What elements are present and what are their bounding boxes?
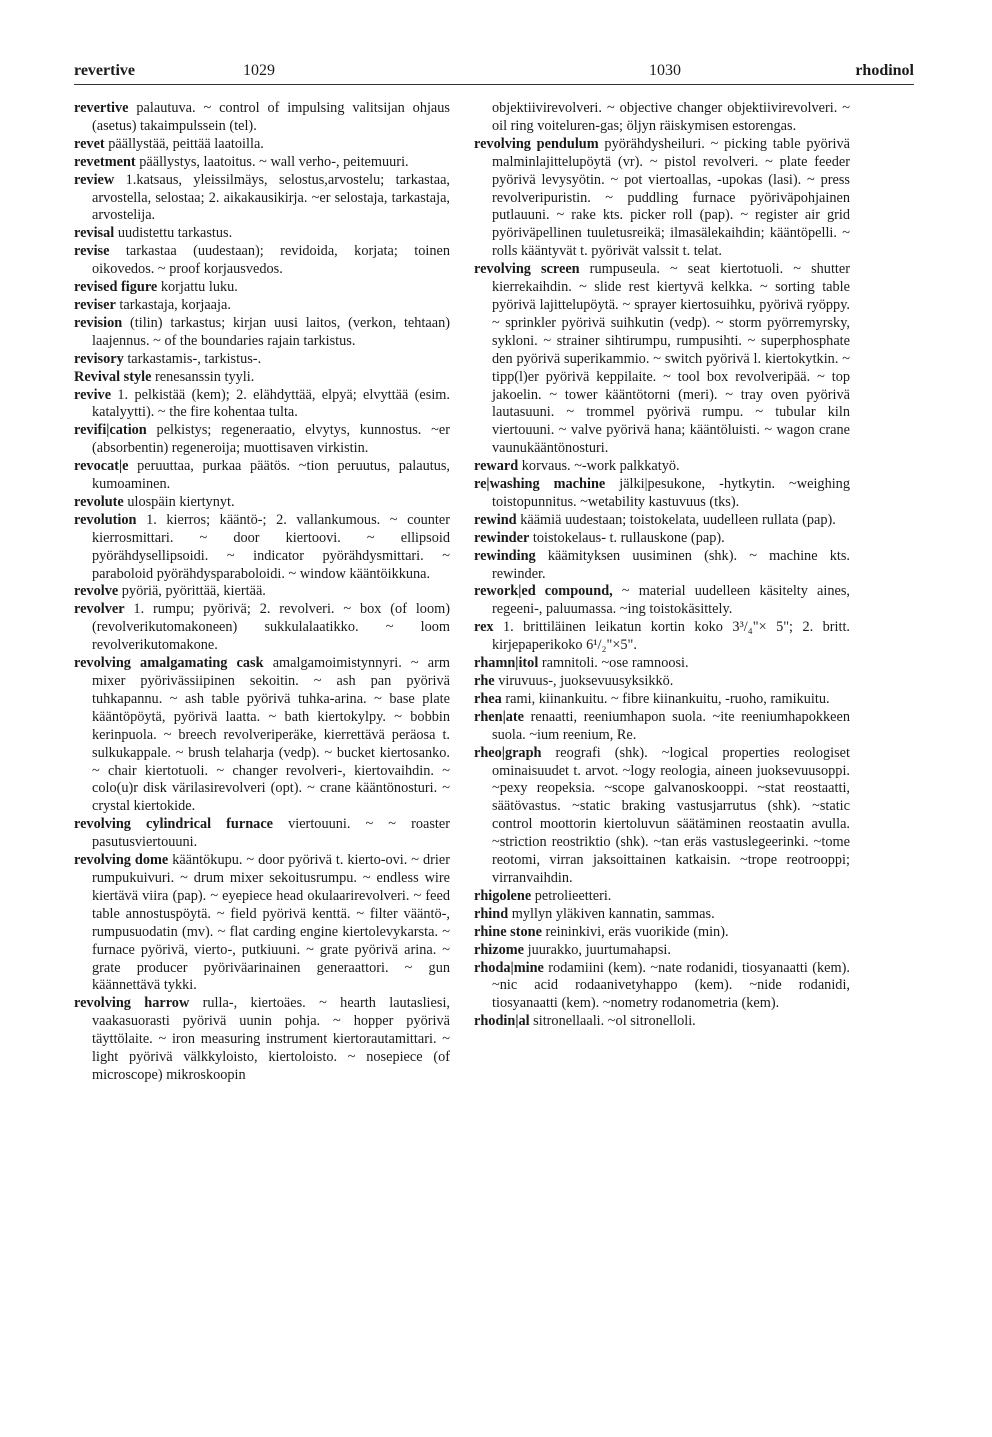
dictionary-entry <box>474 619 850 655</box>
entry-definition: renesanssin tyyli. <box>151 368 255 385</box>
entry-definition: tarkastaa (uudestaan); revidoida, korjata; toinen oikovedos. ~ proof korjausvedos. <box>92 243 450 278</box>
entry-definition: renaatti, reeniumhapon suola. ~ite reeniumhapokkeen suola. ~ium reenium, Re. <box>492 708 850 743</box>
entry-definition: juurakko, juurtumahapsi. <box>524 941 671 958</box>
dictionary-entry <box>74 387 450 423</box>
dictionary-entry <box>74 172 450 226</box>
dictionary-entry <box>474 709 850 745</box>
entry-headword: Revival style <box>74 368 152 385</box>
entry-definition: objektiivirevolveri. ~ objective changer objektiivirevolveri. ~ oil ring voiteluren-gas; öljyn räiskymisen estorengas. <box>492 100 850 134</box>
entry-headword: reward <box>474 458 519 475</box>
entry-definition: reininkivi, eräs vuorikide (min). <box>541 923 729 940</box>
dictionary-entry <box>74 351 450 369</box>
entry-headword: revisory <box>74 350 124 367</box>
entry-headword: rex <box>474 619 494 636</box>
dictionary-entry <box>74 512 450 584</box>
entry-headword: rhind <box>474 905 509 922</box>
entry-definition: käämityksen uusiminen (shk). ~ machine kts. rewinder. <box>492 547 850 582</box>
entry-definition: pyöriä, pyörittää, kiertää. <box>118 583 266 600</box>
entry-headword: revertive <box>74 100 129 116</box>
entry-definition: amalgamoimistynnyri. ~ arm mixer pyörivässiipinen sekoitin. ~ ash pan pyörivä tuhkapannu. ~ ash table pyörivä tuhka-arina. ~ base plate kääntöpöytä, pyörivä laatta. ~ bath kiertokylpy. ~ bobbin kerinpuola. ~ breech revolveriperäke, kierrettävä peräosa t. sulkukappale. ~ brush telaharja (vedp). ~ bucket kiertosanko. ~ chair kiertotuoli. ~ changer revolveri-, kiertovaihdin. ~ colo(u)r disk värilasirevolveri (opt). ~ crane kääntönosturi. ~ crystal kiertokide. <box>92 655 450 815</box>
dictionary-entry <box>474 924 850 942</box>
dictionary-entry <box>74 369 450 387</box>
dictionary-entry <box>74 136 450 154</box>
dictionary-entry <box>474 888 850 906</box>
left-running-headword: revertive <box>74 62 135 79</box>
entry-definition: päällystys, laatoitus. ~ wall verho-, peitemuuri. <box>135 153 409 170</box>
entry-headword: re|washing machine <box>474 476 606 493</box>
entry-headword: revocat|e <box>74 458 129 475</box>
entry-headword: revolution <box>74 511 137 528</box>
dictionary-entry <box>74 154 450 172</box>
entry-headword: revolute <box>74 493 124 510</box>
entry-definition: reografi (shk). ~logical properties reologiset ominaisuudet t. arvot. ~logy reologia, aineen juoksevuusoppi. ~pexy reopeksia. ~scope galvanoskooppi. ~stat reostaatti, säätövastus. ~static braking vastusjarrutus (shk). ~static control moottorin kiertoluvun säätäminen reostaatin avulla. ~striction reostriktio (shk). ~tan eräs vastuslegeerinki. ~tome reotomi, virran jaksoittainen katkaisin. ~trope reotrooppi; virranvaihdin. <box>492 744 850 886</box>
entry-headword: rhodin|al <box>474 1013 530 1030</box>
entry-headword: revolver <box>74 601 125 618</box>
header-rule <box>74 84 914 85</box>
dictionary-entry <box>74 422 450 458</box>
dictionary-entry <box>474 100 850 136</box>
dictionary-entry <box>474 673 850 691</box>
entry-headword: revolving dome <box>74 852 169 869</box>
entry-definition: palautuva. ~ control of impulsing valitsijan ohjaus (asetus) takaimpulssein (tel). <box>92 100 450 134</box>
entry-headword: rhamn|itol <box>474 655 539 672</box>
entry-headword: rewind <box>474 511 517 528</box>
dictionary-entry <box>474 583 850 619</box>
entry-definition: ulospäin kiertynyt. <box>123 493 235 510</box>
dictionary-entry <box>74 852 450 995</box>
left-column <box>74 100 450 1085</box>
entry-definition: pyörähdysheiluri. ~ picking table pyörivä malminlajittelupöytä (vr). ~ pistol revolveri. ~ plate feeder pyörivä levysyötin. ~ pot viertoallas, -upokas (lasi). ~ press revolveripuristin. ~ puddling furnace pyöriväpohjainen putlauuni. ~ rake kts. picker roll (pap). ~ register air grid pyöriväpellinen tuuletusreikä; ilmasälekaihdin; kääntöpelli. ~ rolls kääntyvät t. pyörivät valssit t. telat. <box>492 135 850 260</box>
entry-headword: revolving pendulum <box>474 135 599 152</box>
entry-headword: rhizome <box>474 941 525 958</box>
entry-definition: ~ material uudelleen käsitelty aines, regeeni-, paluumassa. ~ing toistokäsittely. <box>492 583 851 618</box>
right-column <box>474 100 850 1031</box>
entry-headword: revised figure <box>74 279 158 296</box>
dictionary-entry <box>74 225 450 243</box>
entry-headword: rhen|ate <box>474 708 524 725</box>
entry-definition: pelkistys; regeneraatio, elvytys, kunnostus. ~er (absorbentin) regeneroija; muottisaven virkistin. <box>92 422 450 457</box>
entry-definition: 1. pelkistää (kem); 2. elähdyttää, elpyä; elvyttää (esim. katalyytti). ~ the fire kohentaa tulta. <box>92 386 450 421</box>
entry-definition: 1. kierros; kääntö-; 2. vallankumous. ~ counter kierrosmittari. ~ door kiertoovi. ~ ellipsoid pyörähdysellipsoidi. ~ indicator pyörähdysmittari. ~ paraboloid pyörähdysparaboloidi. ~ window kääntöikkuna. <box>92 511 450 582</box>
entry-definition: kääntökupu. ~ door pyörivä t. kierto-ovi. ~ drier rumpukuivuri. ~ drum mixer sekoitusrumpu. ~ endless wire kiertävä viira (pap). ~ eyepiece head okulaarirevolveri. ~ feed table annostuspöytä. ~ field pyörivä kenttä. ~ filter vääntö-, rumpusuodatin (mv). ~ flat carding engine kiertolevykarsta. ~ furnace pyörivä, vierto-, putkiuuni. ~ grate pyörivä arina. ~ grate producer pyöriväarinainen generaattori. ~ gun käännettävä tykki. <box>92 852 450 994</box>
entry-headword: revise <box>74 243 110 260</box>
dictionary-entry <box>474 458 850 476</box>
dictionary-entry <box>74 243 450 279</box>
entry-headword: rhea <box>474 690 502 707</box>
entry-definition: käämiä uudestaan; toistokelata, uudelleen rullata (pap). <box>516 511 836 528</box>
dictionary-entry <box>474 1013 850 1031</box>
entry-definition: tarkastamis-, tarkistus-. <box>123 350 262 367</box>
left-page-number: 1029 <box>243 62 275 79</box>
entry-headword: revolving screen <box>474 261 580 278</box>
entry-definition: (tilin) tarkastus; kirjan uusi laitos, (verkon, tehtaan) laajennus. ~ of the boundaries rajain tarkistus. <box>92 314 450 349</box>
entry-headword: revolve <box>74 583 119 600</box>
entry-definition: korjattu luku. <box>157 279 238 296</box>
dictionary-entry <box>474 548 850 584</box>
entry-headword: rework|ed compound, <box>474 583 613 600</box>
entry-definition: 1. brittiläinen leikatun kortin koko 3³/₄"× 5"; 2. britt. kirjepaperikoko 6¹/₂"×5". <box>492 619 850 654</box>
entry-definition: uudistettu tarkastus. <box>114 225 233 242</box>
right-running-headword: rhodinol <box>855 62 914 79</box>
entry-definition: viruvuus-, juoksevuusyksikkö. <box>494 673 674 689</box>
entry-definition: ramnitoli. ~ose ramnoosi. <box>538 655 689 672</box>
dictionary-entry <box>474 942 850 960</box>
entry-definition: peruuttaa, purkaa päätös. ~tion peruutus, palautus, kumoaminen. <box>92 458 450 493</box>
page-header <box>74 62 914 84</box>
entry-definition: petrolieetteri. <box>531 887 612 904</box>
entry-definition: rumpuseula. ~ seat kiertotuoli. ~ shutter kierrekaihdin. ~ slide rest kiertyvä kelkka. ~ sorting table pyörivä lajittelupöytä. ~ sprayer kiertosuihku, pyörivä ryöppy. ~ sprinkler pyörivä suihkutin (vedp). ~ storm pyörremyrsky, sykloni. ~ strainer sihtirumpu, rumpusihti. ~ superphosphate den pyörivä superikammio. ~ switch pyörivä l. kiertokytkin. ~ tipp(l)er pyörivä keppilaite. ~ tool box revolveripää. ~ top jakoelin. ~ tower kääntötorni (meri). ~ tray oven pyörivä lautasuuni. ~ trommel pyörivä rumpu. ~ tubular kiln viertouuni. ~ valve pyörivä hana; kääntöluisti. ~ wagon crane vaunukääntönosturi. <box>492 261 850 457</box>
entry-headword: revifi|cation <box>74 422 147 439</box>
dictionary-entry <box>74 458 450 494</box>
entry-definition: korvaus. ~-work palkkatyö. <box>518 458 680 475</box>
entry-headword: revet <box>74 135 105 152</box>
dictionary-entry <box>474 512 850 530</box>
dictionary-entry <box>74 995 450 1085</box>
entry-definition: 1.katsaus, yleissilmäys, selostus,arvostelu; tarkastaa, arvostella, selostaa; 2. aikakausikirja. ~er selostaja, tarkastaja, arvostelija. <box>92 171 450 224</box>
dictionary-entry <box>74 279 450 297</box>
entry-definition: 1. rumpu; pyörivä; 2. revolveri. ~ box (of loom) (revolverikutomakoneen) sukkulalaatikko. ~ loom revolverikutomakone. <box>92 601 450 654</box>
right-page-number: 1030 <box>649 62 681 79</box>
dictionary-entry <box>474 745 850 888</box>
entry-headword: revolving harrow <box>74 995 190 1012</box>
entry-headword: review <box>74 171 115 188</box>
dictionary-entry <box>74 297 450 315</box>
entry-definition: rodamiini (kem). ~nate rodanidi, tiosyanaatti (kem). ~nic acid rodaanivetyhappo (kem). ~nide rodanidi, tiosyanaatti (kem). ~nometry rodanometria (kem). <box>492 959 850 1012</box>
dictionary-entry <box>74 100 450 136</box>
entry-headword: revisal <box>74 225 115 242</box>
entry-headword: rhoda|mine <box>474 959 544 976</box>
entry-headword: revetment <box>74 153 136 170</box>
entry-headword: rewinder <box>474 529 530 546</box>
dictionary-entry <box>74 601 450 655</box>
dictionary-entry <box>474 691 850 709</box>
entry-definition: sitronellaali. ~ol sitronelloli. <box>529 1013 696 1030</box>
dictionary-entry <box>74 816 450 852</box>
entry-headword: revolving cylindrical furnace <box>74 816 274 833</box>
entry-definition: viertouuni. ~ ~ roaster pasutusviertouuni. <box>92 816 450 851</box>
dictionary-entry <box>474 960 850 1014</box>
entry-definition: rami, kiinankuitu. ~ fibre kiinankuitu, -ruoho, ramikuitu. <box>501 690 830 707</box>
entry-definition: toistokelaus- t. rullauskone (pap). <box>529 529 725 546</box>
dictionary-entry <box>474 261 850 458</box>
entry-headword: rhine stone <box>474 923 542 940</box>
entry-headword: revolving amalgamating cask <box>74 655 264 672</box>
dictionary-entry <box>74 315 450 351</box>
entry-definition: myllyn yläkiven kannatin, sammas. <box>508 905 715 922</box>
dictionary-entry <box>474 530 850 548</box>
entry-headword: reviser <box>74 296 116 313</box>
dictionary-entry <box>474 655 850 673</box>
entry-headword: rewinding <box>474 547 536 564</box>
entry-headword: rheo|graph <box>474 744 542 761</box>
entry-headword: revision <box>74 314 123 331</box>
entry-definition: tarkastaja, korjaaja. <box>115 296 231 313</box>
dictionary-entry <box>474 906 850 924</box>
entry-headword: rhigolene <box>474 887 532 904</box>
dictionary-entry <box>74 494 450 512</box>
entry-headword: rhe <box>474 673 495 689</box>
dictionary-entry <box>474 476 850 512</box>
dictionary-entry <box>74 655 450 816</box>
entry-definition: päällystää, peittää laatoilla. <box>104 135 264 152</box>
dictionary-entry <box>74 583 450 601</box>
entry-headword: revive <box>74 386 112 403</box>
dictionary-entry <box>474 136 850 261</box>
entry-definition: rulla-, kiertoäes. ~ hearth lautasliesi, vaakasuorasti pyörivä uunin pohja. ~ hopper pyörivä täyttölaite. ~ iron measuring instrument kiertorautamittari. ~ light pyörivä välkkyloisto, kiertoloisto. ~ nosepiece (of microscope) mikroskoopin <box>92 995 450 1083</box>
entry-definition: jälki|pesukone, -hytkytin. ~weighing toistopunnitus. ~wetability kastuvuus (tks). <box>492 476 850 510</box>
